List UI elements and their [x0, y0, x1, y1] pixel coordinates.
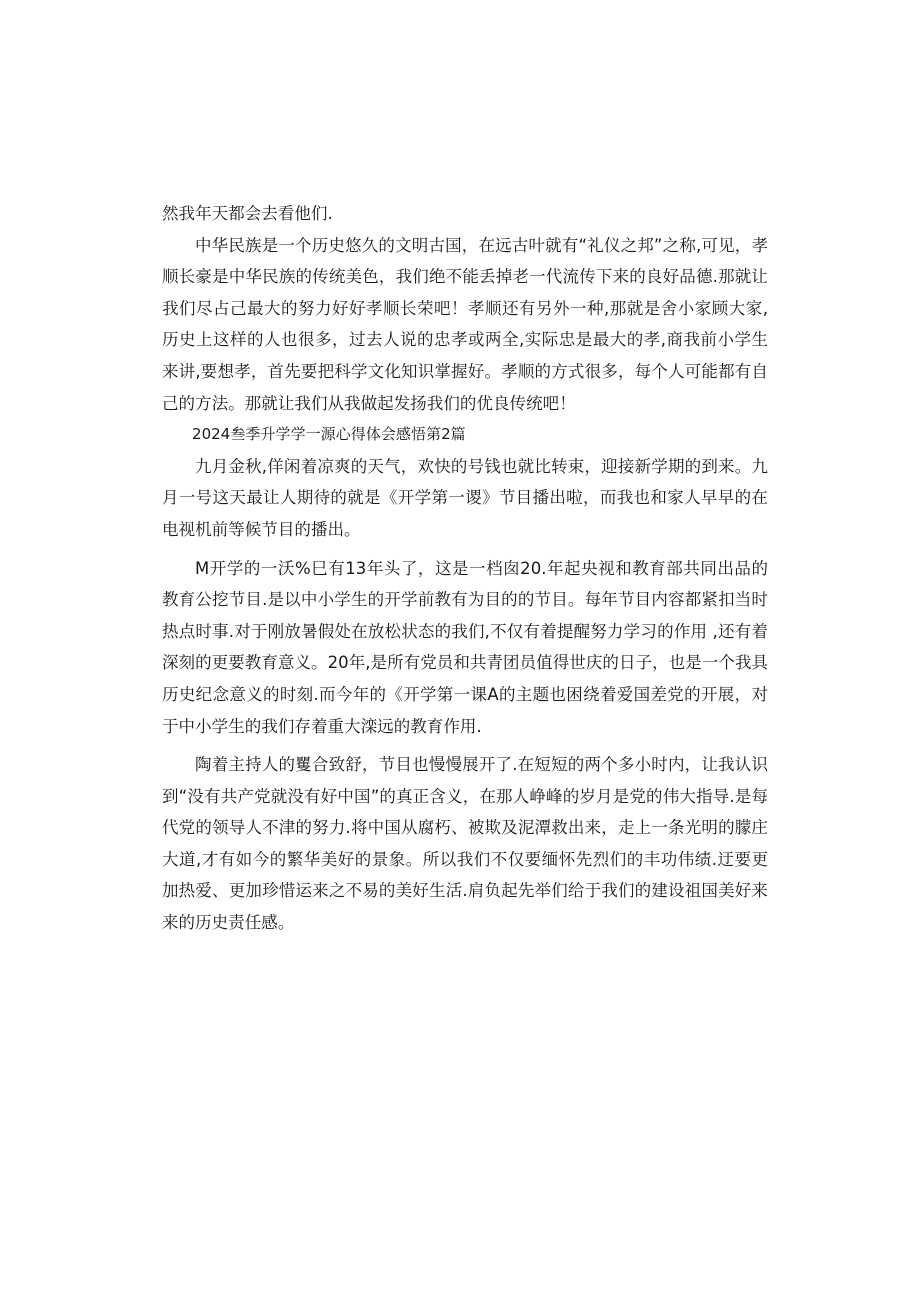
paragraph-host: 陶着主持人的矍合致舒，节目也慢慢展开了.在短短的两个多小时内，让我认识到“没有共产党就没有好中国”的真正含义，在那人峥峰的岁月是党的伟大指导.是每代党的领导人不津的努力.将中国从腐朽、被欺及泥潭救出来，走上一条光明的朦庄大道,才有如今的繁华美好的景象。所以我们不仅要缅怀先烈们的丰功伟绩.迂要更加热爱、更加珍惜运来之不易的美好生活.肩负起先举们给于我们的建设祖国美好来来的历史责任感。: [162, 755, 768, 933]
paragraph-program-intro: M开学的一沃%巳有13年头了，这是一档囱20.年起央视和教育部共同出品的教育公挖节目.是以中小学生的开学前教有为目的的节目。每年节目内容都紧扣当时热点时事.对于刚放暑假处在放松状态的我们,不仅有着提醒努力学习的作用 ,还有着深刻的更要教育意义。20年,是所有党员和共青团员值得世庆的日子，也是一个我具历史纪念意义的时刻.而今年的《开学第一课A的主题也困绕着爱国差党的开展，对于中小学生的我们存着重大滦远的教育作用.: [162, 558, 768, 736]
paragraph-continuation: 然我年天都会去看他们.: [162, 204, 333, 223]
document-body: [162, 198, 768, 939]
paragraph-filial-piety: 中华民族是一个历史悠久的文明古国，在远古叶就有“礼仪之邦”之称,可见，孝顺长豪是中华民族的传统美色，我们绝不能丢掉老一代流传下来的良好品德.那就让我们尽占己最大的努力好好孝顺长荣吧！孝顺还有另外一种,那就是舍小家顾大家,历史上这样的人也很多，过去人说的忠孝或两全,实际忠是最大的孝,商我前小学生来讲,要想孝，首先要把科学文化知识掌握好。孝顺的方式很多，每个人可能都有自己的方法。那就让我们从我做起发扬我们的优良传统吧！: [162, 235, 768, 413]
paragraph-september: 九月金秋,佯闲着凉爽的天气，欢快的号钱也就比转束，迎接新学期的到来。九月一号这天最让人期待的就是《开学第一谡》节目播出啦，而我也和家人早早的在电视机前等候节目的播出。: [162, 456, 768, 539]
section-heading: 2024叁季升学学一源心得体会感悟第2篇: [192, 425, 466, 444]
